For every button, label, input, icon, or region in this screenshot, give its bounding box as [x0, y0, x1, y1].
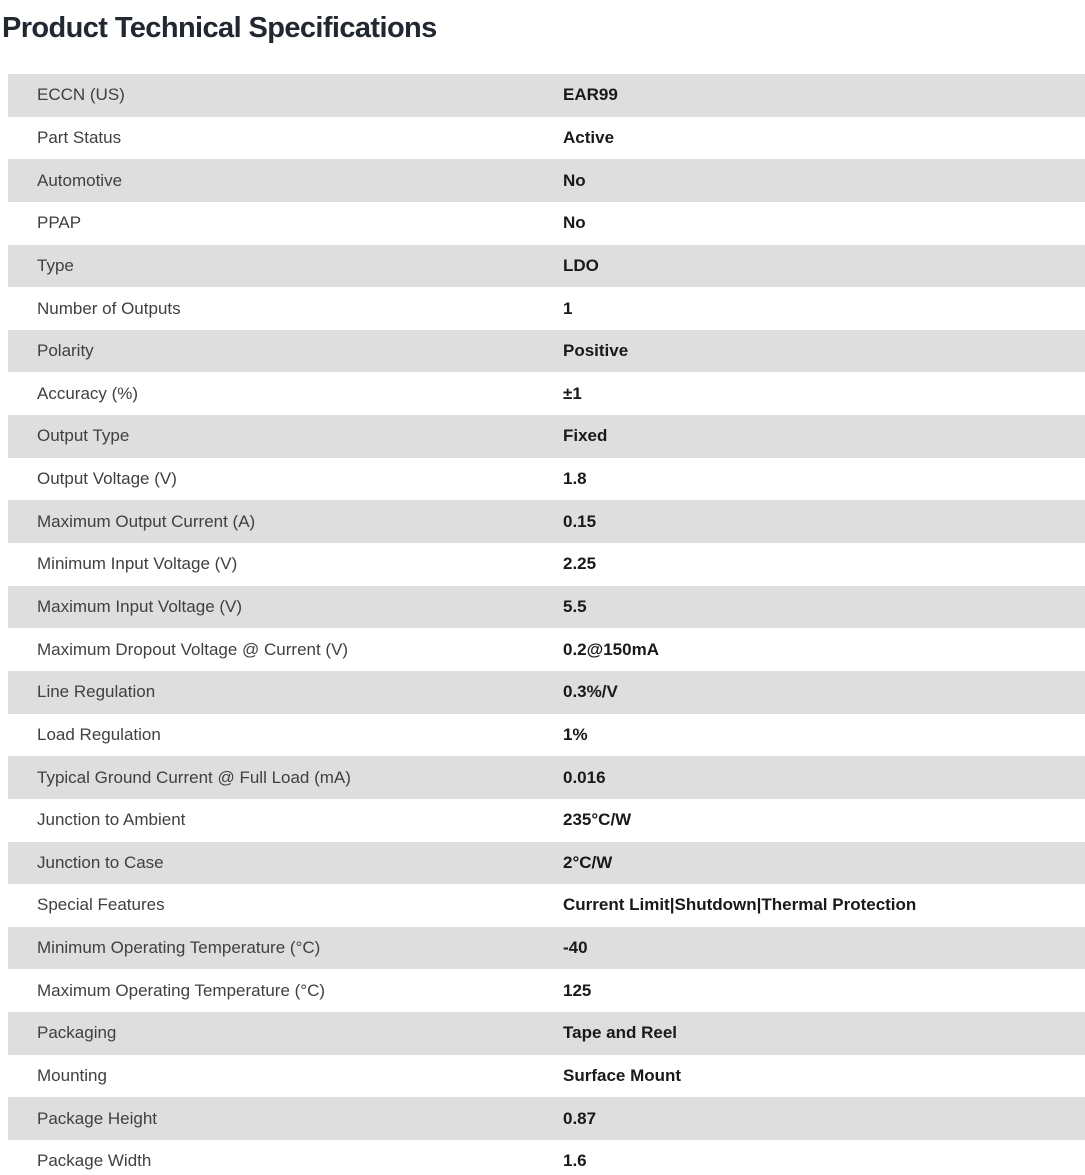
spec-value: Surface Mount — [563, 1066, 682, 1086]
spec-value: Current Limit|Shutdown|Thermal Protection — [563, 895, 917, 915]
spec-label: Junction to Case — [37, 852, 164, 872]
spec-label: Output Voltage (V) — [37, 469, 177, 489]
spec-row — [8, 628, 1085, 671]
spec-row — [8, 842, 1085, 885]
spec-row — [8, 543, 1085, 586]
spec-value: 1.8 — [563, 469, 587, 489]
spec-label: Minimum Operating Temperature (°C) — [37, 938, 321, 958]
spec-row — [8, 884, 1085, 927]
spec-label: Junction to Ambient — [37, 810, 186, 830]
spec-value: LDO — [563, 255, 599, 275]
page-header — [0, 0, 1085, 74]
spec-value: 2°C/W — [563, 852, 613, 872]
spec-value: No — [563, 170, 586, 190]
spec-value: EAR99 — [563, 85, 618, 105]
spec-row — [8, 74, 1085, 117]
spec-value: Positive — [563, 341, 629, 361]
spec-row — [8, 287, 1085, 330]
spec-value: 0.2@150mA — [563, 639, 659, 659]
spec-value: 0.016 — [563, 767, 606, 787]
spec-label: Output Type — [37, 426, 130, 446]
spec-value: Fixed — [563, 426, 608, 446]
spec-label: Type — [37, 255, 74, 275]
spec-row — [8, 714, 1085, 757]
spec-label: Number of Outputs — [37, 298, 181, 318]
spec-label: Minimum Input Voltage (V) — [37, 554, 238, 574]
spec-value: 0.87 — [563, 1108, 597, 1128]
spec-label: Package Width — [37, 1151, 152, 1171]
spec-label: Maximum Input Voltage (V) — [37, 597, 243, 616]
spec-label: Accuracy (%) — [37, 383, 139, 403]
spec-row — [8, 415, 1085, 458]
spec-row — [8, 1140, 1085, 1175]
spec-row — [8, 671, 1085, 714]
spec-label: Maximum Dropout Voltage @ Current (V) — [37, 639, 349, 659]
spec-label: Automotive — [37, 170, 123, 190]
spec-row — [8, 372, 1085, 415]
spec-label: Maximum Output Current (A) — [37, 511, 256, 531]
spec-value: Active — [563, 127, 615, 147]
spec-value: Tape and Reel — [563, 1023, 677, 1043]
spec-row — [8, 117, 1085, 160]
spec-label: PPAP — [37, 213, 82, 233]
spec-row — [8, 202, 1085, 245]
spec-row — [8, 458, 1085, 501]
spec-label: Polarity — [37, 341, 94, 361]
spec-row — [8, 330, 1085, 373]
spec-row — [8, 1097, 1085, 1140]
spec-label: Line Regulation — [37, 682, 156, 702]
spec-label: Mounting — [37, 1066, 107, 1086]
spec-label: Maximum Operating Temperature (°C) — [37, 980, 326, 1000]
spec-value: 1 — [563, 298, 573, 318]
spec-label: Package Height — [37, 1108, 158, 1128]
spec-label: Load Regulation — [37, 724, 161, 744]
spec-row — [8, 756, 1085, 799]
spec-value: 5.5 — [563, 597, 587, 616]
spec-row — [8, 799, 1085, 842]
spec-value: 0.15 — [563, 511, 597, 531]
spec-value: -40 — [563, 938, 588, 958]
spec-value: 235°C/W — [563, 810, 632, 830]
spec-value: 1% — [563, 724, 588, 744]
spec-value: 125 — [563, 980, 592, 1000]
spec-value: 2.25 — [563, 554, 597, 574]
spec-row — [8, 969, 1085, 1012]
spec-label: Typical Ground Current @ Full Load (mA) — [37, 767, 351, 787]
spec-row — [8, 159, 1085, 202]
spec-value: 0.3%/V — [563, 682, 618, 702]
spec-value: ±1 — [563, 383, 582, 403]
spec-value: 1.6 — [563, 1151, 587, 1171]
spec-table — [8, 74, 1085, 1175]
page-title: Product Technical Specifications — [2, 12, 437, 44]
spec-row — [8, 500, 1085, 543]
spec-value: No — [563, 213, 586, 233]
spec-row — [8, 1055, 1085, 1098]
spec-label: ECCN (US) — [37, 85, 125, 105]
spec-row — [8, 1012, 1085, 1055]
spec-row — [8, 245, 1085, 288]
spec-row — [8, 586, 1085, 629]
spec-row — [8, 927, 1085, 970]
spec-label: Part Status — [37, 127, 122, 147]
spec-label: Packaging — [37, 1023, 117, 1043]
spec-label: Special Features — [37, 895, 165, 915]
